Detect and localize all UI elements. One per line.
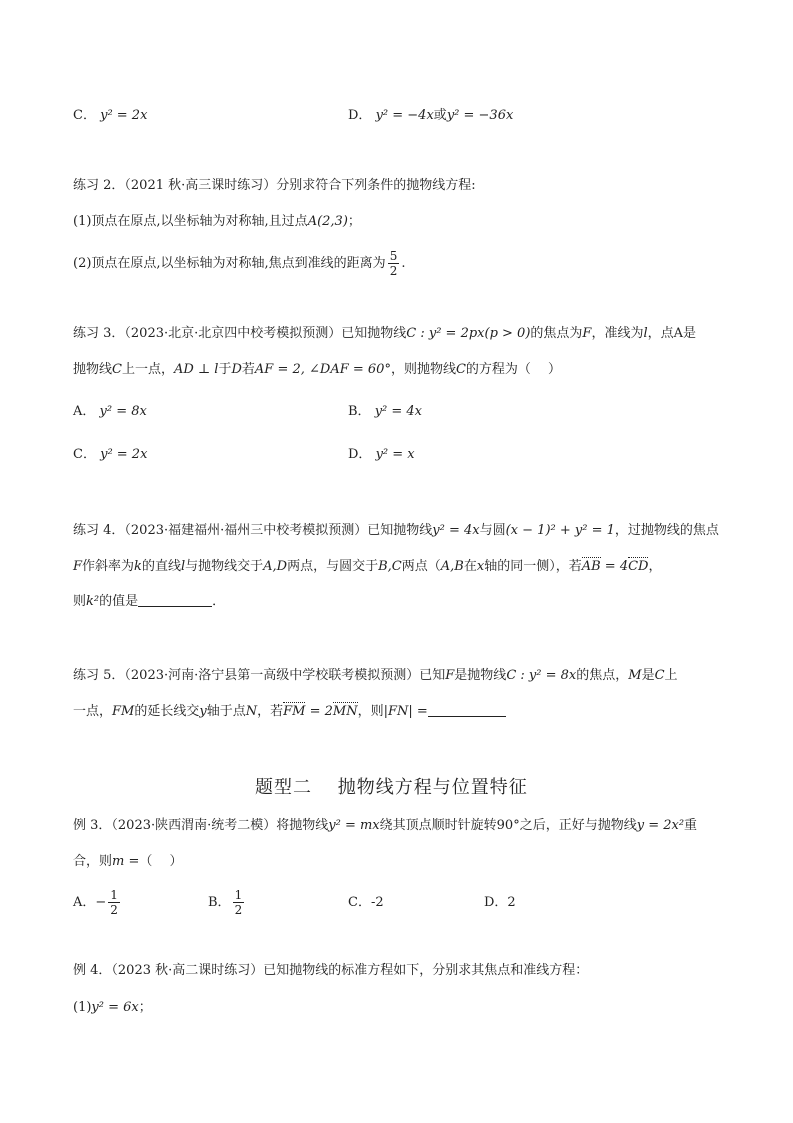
fraction [388,249,400,278]
exercise-4-line-2 [73,558,662,576]
answer-blank[interactable] [138,592,212,607]
math-expression: = 4 [600,559,629,574]
example-3-option-d: D．2 [484,895,516,910]
text: ； [138,1000,152,1015]
fraction [108,888,120,917]
math-expression: m = [112,854,140,869]
text: ，则 [357,704,384,719]
text: 则 [73,594,87,609]
text: 是抛物线 [454,668,507,683]
math-variable: l [643,326,648,341]
answer-blank[interactable] [428,702,506,717]
numerator: 1 [234,888,243,902]
math-variable: y [199,704,207,719]
numerator: 1 [110,888,118,902]
math-variable: F [445,668,455,683]
math-expression: y² = 4x [432,523,480,538]
text: 的焦点， [576,668,629,683]
text: ． [212,594,226,609]
option-d [348,107,513,125]
math-expression: = 2 [305,704,333,719]
vector-mn: MN [332,704,358,719]
fraction [233,888,245,917]
math-expression: y² = −36x [446,108,514,123]
exercise-2-part-2 [73,248,405,280]
text: 例 3．（2023·陕西渭南·统考二模）将抛物线 [73,818,329,833]
text: 练习 3．（2023·北京·北京四中校考模拟预测）已知抛物线 [73,326,407,341]
math-expression: B,C [378,559,402,574]
text: (1) [73,1000,92,1015]
text: 练习 5．（2023·河南·洛宁县第一高级中学校联考模拟预测）已知 [73,668,446,683]
text: ，过抛物线的焦点 [614,523,719,538]
text: 合，则 [73,854,113,869]
text: ，若 [257,704,284,719]
math-expression: y² = −4x [375,108,434,123]
denominator: 2 [389,264,398,278]
exercise-3-option-a [73,403,147,421]
option-label: B． [208,895,231,910]
math-expression: 90° [496,818,520,833]
text: 上一点， [121,362,174,377]
example-3-line-2 [73,853,183,871]
text: 作斜率为 [82,559,135,574]
math-expression: k² [86,594,100,609]
text: （ ） [139,854,183,869]
math-expression: A(2,3) [307,214,348,229]
math-variable: C [455,362,466,377]
math-expression: A,B [440,559,464,574]
text: 或 [433,108,447,123]
math-sign: − [95,895,107,910]
text: 轴的同一侧），若 [484,559,582,574]
math-expression: y² = x [375,447,415,462]
option-c [73,107,147,125]
exercise-5-line-1 [73,667,678,685]
example-3-option-b [208,887,246,919]
math-variable: k [134,559,142,574]
exercise-3-option-b [348,403,422,421]
text: 之后，正好与抛物线 [519,818,637,833]
text: ， [648,559,662,574]
exercise-4-line-1 [73,522,719,540]
math-expression: y² = 4x [374,404,423,419]
exercise-3-option-d [348,446,415,464]
math-expression: A,D [263,559,288,574]
option-label: C． [73,447,96,462]
text: 重 [684,818,698,833]
option-label: A． [73,404,96,419]
option-label: C． [73,108,96,123]
text: 是 [641,668,655,683]
option-label: A． [73,895,96,910]
exercise-2-part-1 [73,213,361,231]
text: ，则抛物线 [390,362,456,377]
example-3-line-1 [73,817,697,835]
math-expression: |FN| = [383,704,428,719]
math-expression: FM [112,704,135,719]
exercise-3-line-1 [73,325,696,343]
math-variable: N [245,704,258,719]
text: ，准线为 [591,326,644,341]
text: 与圆 [479,523,506,538]
text: 在 [463,559,477,574]
text: 的焦点为 [530,326,583,341]
text: 的方程为（ ） [465,362,562,377]
text: 的直线 [141,559,181,574]
text: (2)顶点在原点,以坐标轴为对称轴,焦点到准线的距离为 [73,256,386,271]
math-expression: AF = 2, ∠DAF = 60° [254,362,391,377]
math-variable: F [582,326,592,341]
exercise-5-line-2 [73,702,506,721]
vector-fm: FM [283,704,306,719]
numerator: 5 [389,249,398,263]
example-3-option-c: C．-2 [348,895,384,910]
vector-ab: AB [581,559,601,574]
math-expression: AD ⊥ l [173,362,219,377]
math-variable: l [180,559,186,574]
math-expression: y² = 2x [100,108,148,123]
text: 一点， [73,704,113,719]
denominator: 2 [234,903,243,917]
math-variable: M [628,668,642,683]
text: 两点，与圆交于 [287,559,379,574]
text: 上 [664,668,678,683]
example-4-title: 例 4．（2023 秋·高二课时练习）已知抛物线的标准方程如下，分别求其焦点和准线方程： [73,963,589,978]
denominator: 2 [110,903,118,917]
text: 练习 4．（2023·福建福州·福州三中校考模拟预测）已知抛物线 [73,523,433,538]
text: 绕其顶点顺时针旋转 [379,818,497,833]
text: 若 [241,362,255,377]
exercise-3-line-2 [73,361,561,379]
option-label: B． [348,404,371,419]
exercise-3-option-c [73,446,147,464]
text: 的延长线交 [134,704,200,719]
example-4-part-1 [73,999,152,1017]
text: ，点A是 [647,326,697,341]
math-expression: y² = 8x [99,404,147,419]
math-expression: y² = 2x [100,447,148,462]
math-variable: F [73,559,83,574]
exercise-2-title: 练习 2．（2021 秋·高三课时练习）分别求符合下列条件的抛物线方程: [73,178,476,193]
exercise-4-line-3 [73,592,225,611]
math-expression: y = 2x² [636,818,685,833]
math-expression: C : y² = 8x [506,668,577,683]
math-expression: y² = 6x [91,1000,139,1015]
example-3-option-a [73,887,122,919]
math-variable: x [476,559,485,574]
math-variable: D [231,362,242,377]
math-variable: C [112,362,122,377]
section-heading: 题型二 抛物线方程与位置特征 [255,777,528,798]
math-expression: y² = mx [328,818,380,833]
text: . [401,256,406,271]
option-label: D． [348,108,372,123]
math-variable: C [654,668,665,683]
text: (1)顶点在原点,以坐标轴为对称轴,且过点 [73,214,308,229]
text: 轴于点 [206,704,246,719]
text: 于 [218,362,232,377]
text: ； [347,214,361,229]
text: 与抛物线交于 [185,559,264,574]
text: 抛物线 [73,362,113,377]
vector-cd: CD [628,559,649,574]
math-expression: C : y² = 2px(p > 0) [406,326,531,341]
math-expression: (x − 1)² + y² = 1 [505,523,615,538]
text: 两点（ [401,559,441,574]
text: 的值是 [99,594,139,609]
option-label: D． [348,447,372,462]
